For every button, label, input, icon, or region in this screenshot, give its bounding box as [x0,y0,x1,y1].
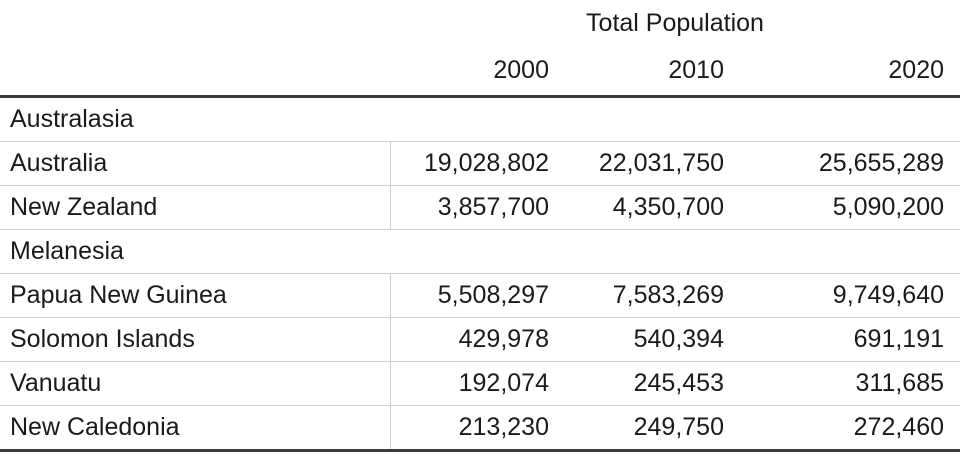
column-header-blank [0,54,390,97]
table-row [0,406,960,451]
cell-2020: 25,655,289 [740,142,960,186]
cell-2000: 3,857,700 [390,186,565,230]
group-row [0,97,960,142]
cell-2010: 22,031,750 [565,142,740,186]
table-row [0,362,960,406]
row-label: Vanuatu [0,362,390,406]
spanner-total-population [390,0,960,54]
group-label: Melanesia [0,230,960,274]
cell-2010: 7,583,269 [565,274,740,318]
column-header-2000: 2000 [390,54,565,97]
table-head [0,0,960,97]
table-row [0,142,960,186]
spanner-blank-cell [0,0,390,54]
cell-2020: 311,685 [740,362,960,406]
row-label: Solomon Islands [0,318,390,362]
row-label: Australia [0,142,390,186]
row-label: New Zealand [0,186,390,230]
column-header-row [0,54,960,97]
spanner-label: Total Population [586,9,764,37]
row-label: Papua New Guinea [0,274,390,318]
cell-2010: 4,350,700 [565,186,740,230]
cell-2000: 213,230 [390,406,565,451]
cell-2010: 245,453 [565,362,740,406]
cell-2010: 540,394 [565,318,740,362]
table-row [0,318,960,362]
row-label: New Caledonia [0,406,390,451]
cell-2020: 272,460 [740,406,960,451]
table-body [0,97,960,451]
cell-2000: 19,028,802 [390,142,565,186]
cell-2020: 691,191 [740,318,960,362]
cell-2010: 249,750 [565,406,740,451]
group-label: Australasia [0,97,960,142]
cell-2000: 5,508,297 [390,274,565,318]
cell-2020: 5,090,200 [740,186,960,230]
table-row [0,186,960,230]
cell-2000: 192,074 [390,362,565,406]
column-header-2010: 2010 [565,54,740,97]
column-header-2020: 2020 [740,54,960,97]
cell-2000: 429,978 [390,318,565,362]
table-row [0,274,960,318]
spanner-header-row [0,0,960,54]
cell-2020: 9,749,640 [740,274,960,318]
group-row [0,230,960,274]
